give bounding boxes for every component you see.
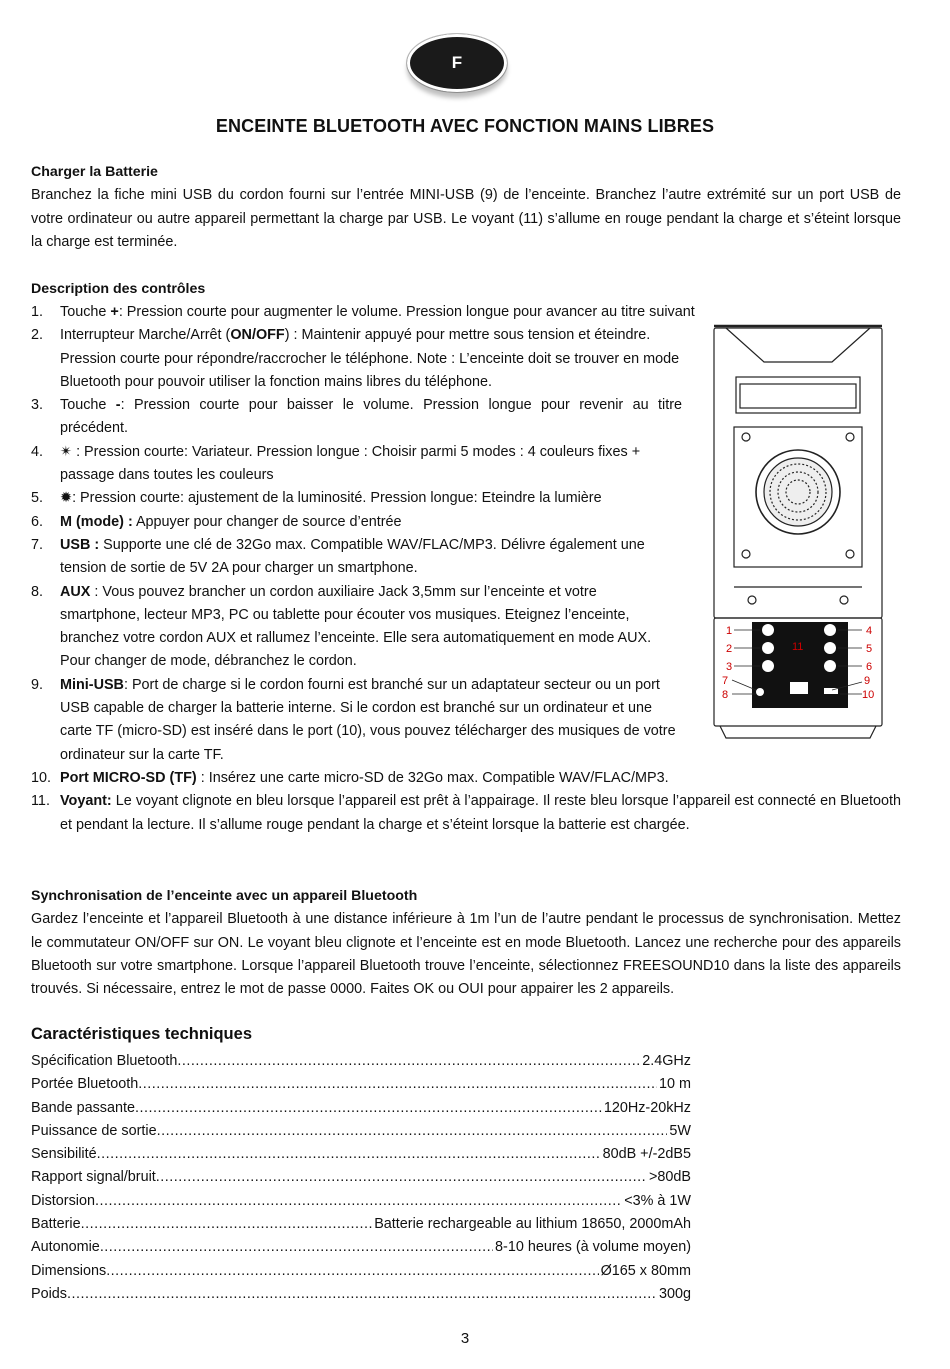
item-number: 2. xyxy=(31,327,44,344)
list-item xyxy=(31,301,901,324)
list-item xyxy=(31,790,901,837)
page-title: ENCEINTE BLUETOOTH AVEC FONCTION MAINS LIBRES xyxy=(215,116,715,136)
spec-row xyxy=(31,1120,691,1143)
speaker-diagram xyxy=(712,322,884,742)
charge-section xyxy=(31,161,901,254)
item-text: Voyant: Le voyant clignote en bleu lorsque l’appareil est prêt à l’appairage. Il reste bleu lorsque l’appareil est connecté en Bluetooth et pendant la lecture. Il s’allume rouge pendant la charge et s’éteint lorsque la batterie est chargée. xyxy=(60,793,901,833)
item-number: 11. xyxy=(31,793,50,810)
label-9: 9 xyxy=(864,675,871,687)
spec-value: 8-10 heures (à volume moyen) xyxy=(495,1239,691,1256)
spec-label: Spécification Bluetooth xyxy=(31,1053,178,1069)
specs-heading: Caractéristiques techniques xyxy=(31,1025,252,1043)
item-number: 5. xyxy=(31,490,44,507)
spec-value: Batterie rechargeable au lithium 18650, 2000mAh xyxy=(374,1216,691,1233)
controls-heading: Description des contrôles xyxy=(31,281,206,297)
item-text: Interrupteur Marche/Arrêt (ON/OFF) : Maintenir appuyé pour mettre sous tension et éteindre. Pression courte pour répondre/raccrocher le téléphone. Note : L’enceinte doit se trouver en mode Bluetooth pour pouvoir utiliser la fonction mains libres du téléphone. xyxy=(60,327,680,390)
spec-row xyxy=(31,1213,691,1236)
label-5: 5 xyxy=(866,643,873,655)
spec-label: Rapport signal/bruit xyxy=(31,1169,156,1186)
spec-row xyxy=(31,1097,691,1120)
controls-heading-wrap xyxy=(31,278,205,301)
item-text: USB : Supporte une clé de 32Go max. Compatible WAV/FLAC/MP3. Délivre également une tension de sortie de 5V 2A pour charger un smartphone. xyxy=(60,536,645,577)
item-number: 4. xyxy=(31,443,44,460)
spec-label: Dimensions xyxy=(31,1262,107,1279)
spec-value: 5W xyxy=(669,1122,691,1139)
spec-label: Portée Bluetooth xyxy=(31,1076,139,1093)
item-text: ✹: Pression courte: ajustement de la luminosité. Pression longue: Eteindre la lumière xyxy=(60,490,602,507)
item-text: ✴ : Pression courte: Variateur. Pression longue : Choisir parmi 5 modes : 4 couleurs fixes + passage dans toutes les couleurs xyxy=(60,443,641,484)
item-text: Mini-USB: Port de charge si le cordon fourni est branché sur un adaptateur secteur ou un port USB capable de charger la batterie interne. Si le cordon est branché sur un ordinateur et une carte TF (micro-SD) est inséré dans le port (10), vous pouvez télécharger des musiques de votre ordinateur sur la carte TF. xyxy=(60,676,676,763)
spec-row xyxy=(31,1260,691,1283)
spec-value: 80dB +/-2dB5 xyxy=(602,1146,691,1163)
spec-value: 300g xyxy=(658,1285,691,1302)
sync-section xyxy=(31,885,901,1001)
spec-value: 10 m xyxy=(659,1076,691,1093)
item-text: Port MICRO-SD (TF) : Insérez une carte micro-SD de 32Go max. Compatible WAV/FLAC/MP3. xyxy=(60,769,669,786)
sync-heading: Synchronisation de l’enceinte avec un appareil Bluetooth xyxy=(31,888,418,904)
spec-value: >80dB xyxy=(648,1169,691,1186)
item-number: 9. xyxy=(31,676,44,693)
spec-row xyxy=(31,1236,691,1259)
spec-row xyxy=(31,1073,691,1096)
specs-table xyxy=(31,1050,691,1306)
spec-value: Ø165 x 80mm xyxy=(600,1262,691,1279)
label-2: 2 xyxy=(726,643,733,655)
spec-row xyxy=(31,1190,691,1213)
spec-label: Poids xyxy=(31,1285,67,1302)
section-badge: F xyxy=(407,34,507,92)
spec-label: Batterie xyxy=(31,1216,81,1233)
item-text: M (mode) : Appuyer pour changer de source d’entrée xyxy=(60,513,402,530)
spec-row xyxy=(31,1283,691,1306)
variator-icon: ✴ xyxy=(60,443,77,460)
label-1: 1 xyxy=(726,625,733,637)
item-number: 3. xyxy=(31,397,44,414)
label-7: 7 xyxy=(722,675,729,687)
spec-label: Bande passante xyxy=(31,1099,136,1116)
spec-row xyxy=(31,1166,691,1189)
item-number: 8. xyxy=(31,583,44,600)
item-text: Touche -: Pression courte pour baisser le volume. Pression longue pour revenir au titre précédent. xyxy=(60,397,682,437)
spec-value: 2.4GHz xyxy=(642,1053,691,1069)
spec-row xyxy=(31,1050,691,1073)
item-number: 1. xyxy=(31,304,44,320)
label-8: 8 xyxy=(722,689,729,701)
charge-heading: Charger la Batterie xyxy=(31,164,158,180)
item-text: Touche +: Pression courte pour augmenter le volume. Pression longue pour avancer au titre suivant xyxy=(60,304,695,320)
brightness-icon: ✹ xyxy=(60,490,73,507)
spec-label: Sensibilité xyxy=(31,1146,97,1163)
label-11: 11 xyxy=(792,641,804,653)
charge-text: Branchez la fiche mini USB du cordon fourni sur l’entrée MINI-USB (9) de l’enceinte. Branchez l’autre extrémité sur un port USB de votre ordinateur ou autre appareil permettant la charge par USB. Le voyant (11) s’allume en rouge pendant la charge et s’éteint lorsque la charge est terminée. xyxy=(31,187,901,250)
item-number: 6. xyxy=(31,513,44,530)
label-3: 3 xyxy=(726,661,733,673)
spec-label: Distorsion xyxy=(31,1192,95,1209)
page-number: 3 xyxy=(460,1330,470,1347)
sync-text: Gardez l’enceinte et l’appareil Bluetooth à une distance inférieure à 1m l’un de l’autre pendant le processus de synchronisation. Mettez le commutateur ON/OFF sur ON. Le voyant bleu clignote et l’enceinte est en mode Bluetooth. Lancez une recherche pour des appareils Bluetooth sur votre smartphone. Lorsque l’appareil Bluetooth trouve l’enceinte, sélectionnez FREESOUND10 dans la liste des appareils trouvés. Si nécessaire, entrez le mot de passe 0000. Faites OK ou OUI pour appairer les 2 appareils. xyxy=(31,911,901,998)
item-text: AUX : Vous pouvez brancher un cordon auxiliaire Jack 3,5mm sur l’enceinte et votre smartphone, lecteur MP3, PC ou tablette pour écouter vos musiques. Eteignez l’enceinte, branchez votre cordon AUX et rallumez l’enceinte. Elle sera automatiquement en mode AUX. Pour changer de mode, débranchez le cordon. xyxy=(60,583,652,670)
spec-label: Puissance de sortie xyxy=(31,1122,157,1139)
item-number: 10. xyxy=(31,769,52,786)
label-10: 10 xyxy=(862,689,875,701)
item-number: 7. xyxy=(31,536,44,553)
spec-row xyxy=(31,1143,691,1166)
spec-value: <3% à 1W xyxy=(624,1192,691,1209)
spec-value: 120Hz-20kHz xyxy=(603,1099,691,1116)
label-4: 4 xyxy=(866,625,873,637)
list-item xyxy=(31,767,901,790)
spec-label: Autonomie xyxy=(31,1239,100,1256)
label-6: 6 xyxy=(866,661,873,673)
